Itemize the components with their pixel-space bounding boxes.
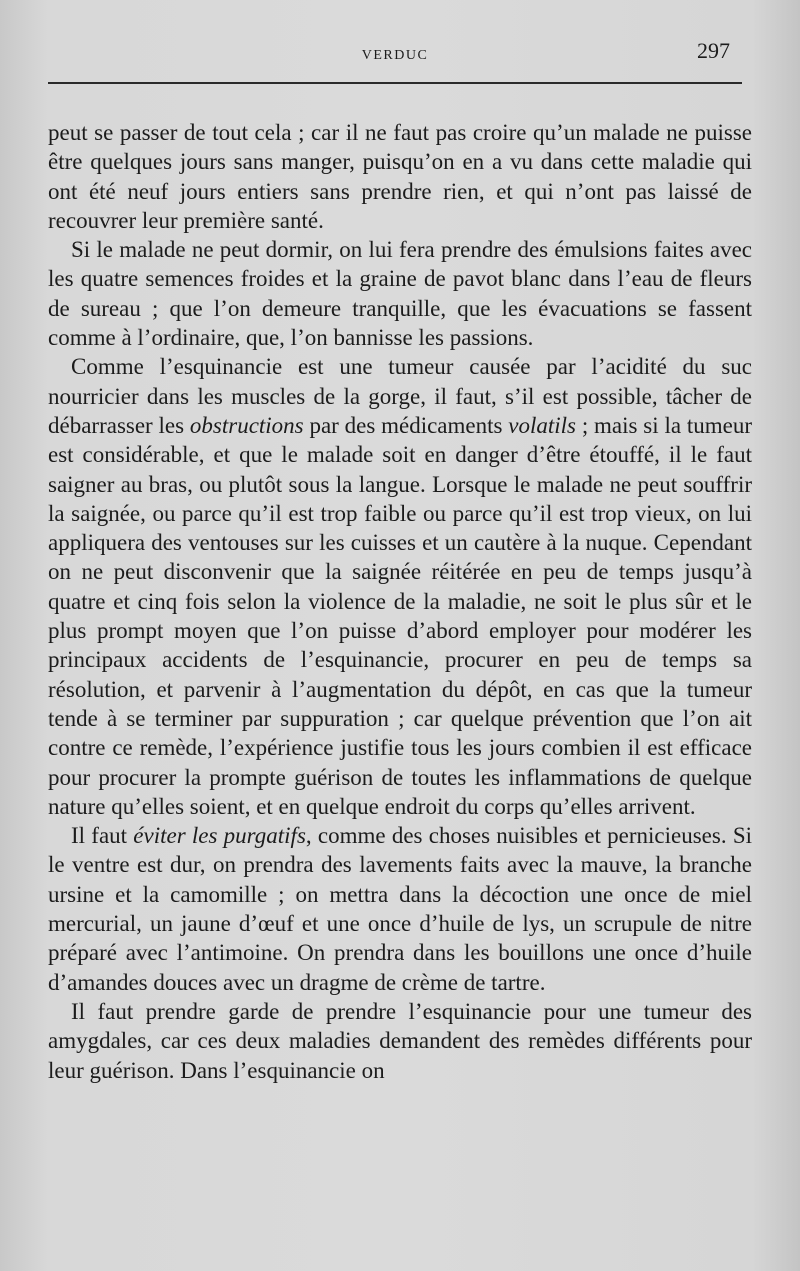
text-segment: Il faut prendre garde de prendre l’esquinancie pour une tumeur des amygdales, car ces deux maladies demandent des remèdes différents pour leur guérison. Dans l’esquinancie on	[48, 998, 752, 1083]
text-segment: Si le malade ne peut dormir, on lui fera prendre des émulsions faites avec les quatre semences froides et la graine de pavot blanc dans l’eau de fleurs de sureau ; que l’on demeure tranquille, que les évacuations se fassent comme à l’ordinaire, que, l’on bannisse les passions.	[48, 237, 752, 351]
text-segment: par des médicaments	[303, 412, 509, 438]
italic-text: éviter les purgatifs	[133, 823, 306, 849]
paragraph	[48, 235, 752, 352]
text-segment: Comme l’esquinancie est une tumeur causée par l’acidité du suc nourricier dans les muscles de la gorge, il faut, s’il est possible, tâcher de débarrasser les	[48, 354, 752, 438]
paragraph	[48, 118, 752, 235]
italic-text: volatils	[508, 412, 577, 438]
text-segment: , comme des choses nuisibles et pernicieuses. Si le ventre est dur, on prendra des lavements faits avec la mauve, la branche ursine et la camomille ; on mettra dans la décoction une once de miel mercurial, un jaune d’œuf et une once d’huile de lys, un scrupule de nitre préparé avec l’antimoine. On prendra dans les bouillons une once d’huile d’amandes douces avec un dragme de crème de tartre.	[48, 823, 752, 995]
paragraph	[48, 352, 752, 821]
header-rule	[48, 82, 742, 84]
page-number: 297	[697, 38, 730, 63]
paragraph	[48, 997, 752, 1085]
text-segment: Il faut	[71, 823, 134, 849]
body-text	[48, 118, 752, 1085]
running-title: VERDUC	[361, 48, 429, 63]
text-segment: ; mais si la tumeur est considérable, et que le malade soit en danger d’être étouffé, il le faut saigner au bras, ou plutôt sous la langue. Lorsque le malade ne peut souffrir la saignée, ou parce qu’il est trop faible ou parce qu’il est trop vieux, on lui appliquera des ventouses sur les cuisses et un cautère à la nuque. Cependant on ne peut disconvenir que la saignée réitérée en peu de temps jusqu’à quatre et cinq fois selon la violence de la maladie, ne soit le plus sûr et le plus prompt moyen que l’on puisse d’abord employer pour modérer les principaux accidents de l’esquinancie, procurer en peu de temps sa résolution, et parvenir à l’augmentation du dépôt, en cas que la tumeur tende à se terminer par suppuration ; car quelque prévention que l’on ait contre ce remède, l’expérience justifie tous les jours combien il est efficace pour procurer la prompte guérison de toutes les inflammations de quelque nature qu’elles soient, et en quelque endroit du corps qu’elles arrivent.	[48, 412, 753, 819]
text-segment: peut se passer de tout cela ; car il ne faut pas croire qu’un malade ne puisse être quelques jours sans manger, puisqu’on en a vu dans cette maladie qui ont été neuf jours entiers sans prendre rien, et qui n’ont pas laissé de recouvrer leur première santé.	[48, 120, 752, 233]
page-header	[48, 38, 742, 68]
paragraph	[48, 821, 752, 997]
italic-text: obstructions	[189, 412, 304, 438]
